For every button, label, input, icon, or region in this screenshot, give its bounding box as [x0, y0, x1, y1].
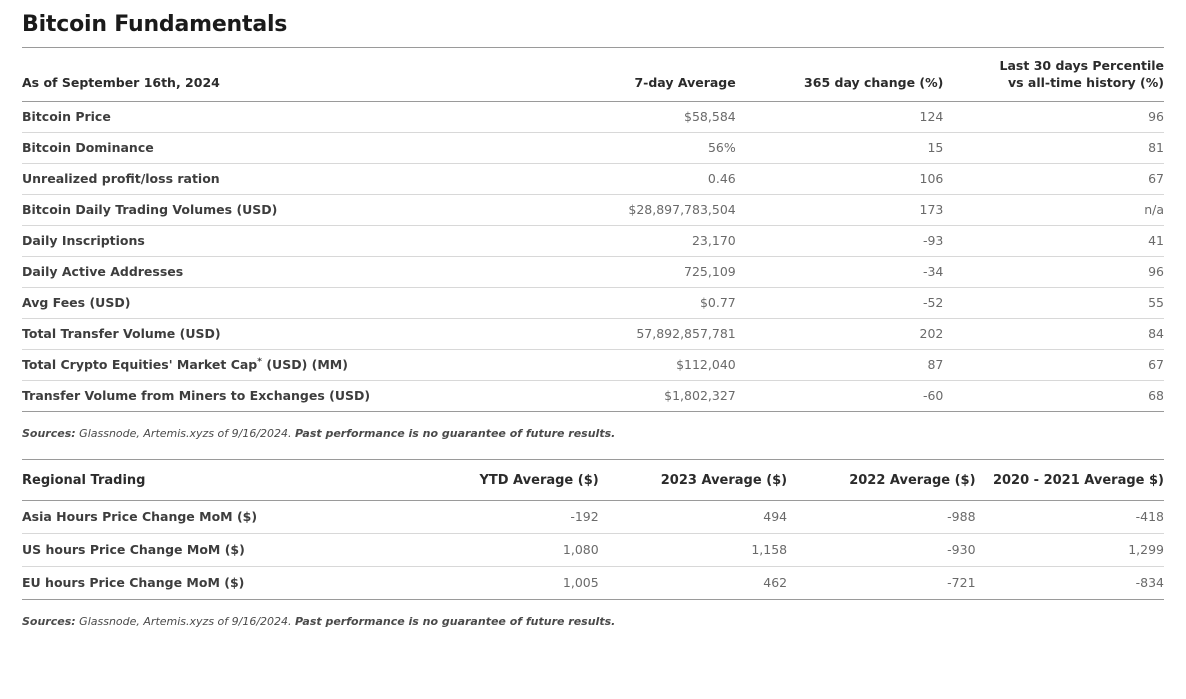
sources-disclaimer: Past performance is no guarantee of future results. [295, 426, 616, 440]
footnote-marker: * [257, 357, 262, 368]
column-header-365-day-change: 365 day change (%) [736, 48, 944, 102]
table-row [22, 566, 1164, 599]
section-spacer [22, 441, 1164, 459]
column-header-7day-average: 7-day Average [515, 48, 736, 102]
table-row [22, 500, 1164, 533]
row-label: Daily Active Addresses [22, 256, 515, 287]
cell-365-day-change: 87 [736, 349, 944, 380]
cell-7day-average: 725,109 [515, 256, 736, 287]
sources-body: Glassnode, Artemis.xyzs of 9/16/2024. [75, 426, 296, 440]
cell-7day-average: $1,802,327 [515, 380, 736, 411]
cell-365-day-change: -52 [736, 287, 944, 318]
sources-body: Glassnode, Artemis.xyzs of 9/16/2024. [75, 614, 296, 628]
cell-2023-average: 462 [599, 566, 787, 599]
row-label [22, 349, 515, 380]
column-header-ytd-average: YTD Average ($) [410, 460, 598, 501]
table-row [22, 256, 1164, 287]
cell-2022-average: -930 [787, 533, 975, 566]
cell-ytd-average: -192 [410, 500, 598, 533]
cell-percentile: 67 [943, 349, 1164, 380]
cell-percentile: 41 [943, 225, 1164, 256]
table-row [22, 132, 1164, 163]
cell-365-day-change: 173 [736, 194, 944, 225]
column-header-asof: As of September 16th, 2024 [22, 48, 515, 102]
row-label-text: Total Crypto Equities' Market Cap [22, 357, 258, 373]
cell-percentile: 81 [943, 132, 1164, 163]
column-header-2022-average: 2022 Average ($) [787, 460, 975, 501]
table-row [22, 318, 1164, 349]
cell-365-day-change: -93 [736, 225, 944, 256]
row-label: Unrealized profit/loss ration [22, 163, 515, 194]
column-header-regional-trading: Regional Trading [22, 460, 410, 501]
column-header-percentile-line2: vs all-time history (%) [1007, 74, 1164, 90]
cell-2022-average: -721 [787, 566, 975, 599]
table-row [22, 287, 1164, 318]
row-label: EU hours Price Change MoM ($) [22, 566, 410, 599]
cell-365-day-change: 124 [736, 101, 944, 132]
table-row [22, 380, 1164, 411]
table-row [22, 194, 1164, 225]
cell-365-day-change: 106 [736, 163, 944, 194]
table-row [22, 349, 1164, 380]
regional-table-body [22, 500, 1164, 599]
table-row [22, 101, 1164, 132]
row-label: Avg Fees (USD) [22, 287, 515, 318]
row-label: Bitcoin Daily Trading Volumes (USD) [22, 194, 515, 225]
cell-7day-average: $112,040 [515, 349, 736, 380]
row-label-tail: (USD) (MM) [261, 357, 348, 373]
table-header [22, 48, 1164, 102]
cell-2020-2021-average: 1,299 [976, 533, 1164, 566]
cell-percentile: 55 [943, 287, 1164, 318]
row-label: Total Transfer Volume (USD) [22, 318, 515, 349]
table-row [22, 163, 1164, 194]
column-header-2023-average: 2023 Average ($) [599, 460, 787, 501]
cell-7day-average: 57,892,857,781 [515, 318, 736, 349]
cell-percentile: 96 [943, 256, 1164, 287]
cell-2020-2021-average: -418 [976, 500, 1164, 533]
bitcoin-fundamentals-table [22, 47, 1164, 412]
sources-note-2 [22, 600, 1164, 629]
table-row [22, 533, 1164, 566]
cell-2022-average: -988 [787, 500, 975, 533]
regional-table-header [22, 460, 1164, 501]
cell-2020-2021-average: -834 [976, 566, 1164, 599]
cell-percentile: 67 [943, 163, 1164, 194]
cell-percentile: 84 [943, 318, 1164, 349]
header-row [22, 460, 1164, 501]
row-label: Bitcoin Price [22, 101, 515, 132]
regional-trading-table [22, 459, 1164, 600]
table-row [22, 225, 1164, 256]
sources-disclaimer: Past performance is no guarantee of future results. [295, 614, 616, 628]
page-title: Bitcoin Fundamentals [22, 12, 288, 37]
cell-7day-average: $58,584 [515, 101, 736, 132]
cell-2023-average: 494 [599, 500, 787, 533]
cell-percentile: n/a [943, 194, 1164, 225]
cell-7day-average: 23,170 [515, 225, 736, 256]
cell-7day-average: 0.46 [515, 163, 736, 194]
column-header-percentile-line1: Last 30 days Percentile [999, 58, 1164, 73]
row-label: Asia Hours Price Change MoM ($) [22, 500, 410, 533]
column-header-2020-2021-average: 2020 - 2021 Average $) [976, 460, 1164, 501]
row-label: Daily Inscriptions [22, 225, 515, 256]
sources-label: Sources: [22, 426, 76, 440]
cell-365-day-change: 15 [736, 132, 944, 163]
cell-365-day-change: -34 [736, 256, 944, 287]
cell-365-day-change: 202 [736, 318, 944, 349]
cell-7day-average: $0.77 [515, 287, 736, 318]
cell-365-day-change: -60 [736, 380, 944, 411]
sources-label: Sources: [22, 614, 76, 628]
cell-2023-average: 1,158 [599, 533, 787, 566]
table-body [22, 101, 1164, 411]
cell-percentile: 68 [943, 380, 1164, 411]
row-label: US hours Price Change MoM ($) [22, 533, 410, 566]
cell-7day-average: 56% [515, 132, 736, 163]
sources-note-1 [22, 412, 1164, 441]
row-label: Bitcoin Dominance [22, 132, 515, 163]
column-header-percentile [943, 48, 1164, 102]
row-label: Transfer Volume from Miners to Exchanges (USD) [22, 380, 515, 411]
cell-7day-average: $28,897,783,504 [515, 194, 736, 225]
cell-ytd-average: 1,080 [410, 533, 598, 566]
cell-ytd-average: 1,005 [410, 566, 598, 599]
header-row [22, 48, 1164, 102]
cell-percentile: 96 [943, 101, 1164, 132]
